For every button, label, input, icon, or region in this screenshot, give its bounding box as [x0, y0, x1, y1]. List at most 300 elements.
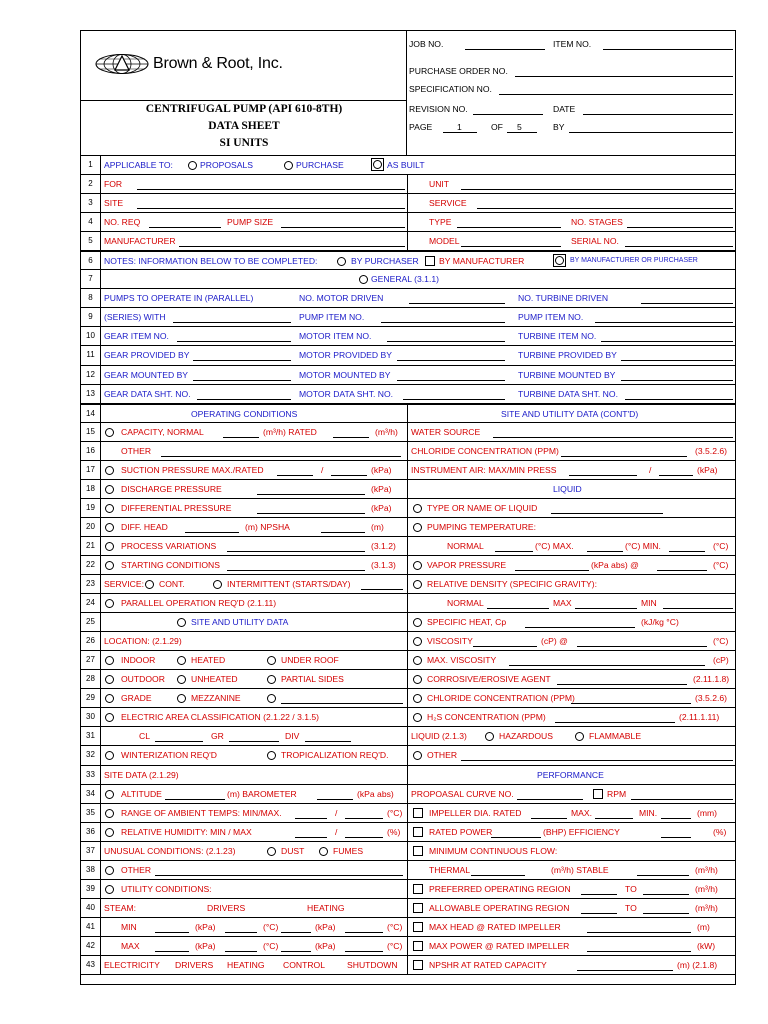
- manufacturer-label: MANUFACTURER: [104, 236, 176, 247]
- column-divider: [407, 746, 408, 764]
- operating-conditions-heading: OPERATING CONDITIONS: [191, 408, 298, 419]
- rated-power-checkbox[interactable]: [413, 827, 423, 837]
- po-no-field[interactable]: [515, 76, 733, 77]
- specific-heat-radio[interactable]: [413, 618, 422, 627]
- row-35: [81, 804, 736, 823]
- column-divider: [407, 556, 408, 574]
- form-rows: [81, 155, 736, 975]
- column-divider: [407, 956, 408, 974]
- by-mfr-or-purchaser-radio[interactable]: [555, 256, 564, 265]
- npshr-field[interactable]: [577, 970, 673, 971]
- item-no-label: ITEM NO.: [553, 39, 592, 49]
- title-line-1: CENTRIFUGAL PUMP (API 610-8TH): [145, 103, 343, 115]
- column-divider: [407, 842, 408, 860]
- line-number: 2: [81, 175, 101, 193]
- group-field[interactable]: [229, 741, 279, 742]
- ambient-temps-radio[interactable]: [105, 809, 114, 818]
- temp-min-field[interactable]: [669, 551, 705, 552]
- preferred-region-label: PREFERRED OPERATING REGION: [429, 883, 571, 894]
- flammable-radio[interactable]: [575, 732, 584, 741]
- turbine-item-field[interactable]: [601, 341, 733, 342]
- row-16: [81, 442, 736, 461]
- unheated-radio[interactable]: [177, 675, 186, 684]
- by-mfr-or-purchaser-checkbox[interactable]: [553, 254, 566, 267]
- steam-max-label: MAX: [121, 940, 140, 951]
- partial-sides-radio[interactable]: [267, 675, 276, 684]
- line-number: 21: [81, 537, 101, 555]
- column-divider: [407, 480, 408, 498]
- instrument-air-label: INSTRUMENT AIR: MAX/MIN PRESS: [411, 464, 557, 475]
- discharge-pressure-field[interactable]: [257, 494, 365, 495]
- dust-radio[interactable]: [267, 847, 276, 856]
- continuous-radio[interactable]: [145, 580, 154, 589]
- density-min-field[interactable]: [663, 608, 733, 609]
- column-divider: [407, 613, 408, 631]
- steam-min-heat-temp-field[interactable]: [345, 932, 383, 933]
- electric-area-radio[interactable]: [105, 713, 114, 722]
- column-divider: [407, 405, 408, 422]
- specific-heat-field[interactable]: [525, 627, 635, 628]
- preferred-region-checkbox[interactable]: [413, 884, 423, 894]
- by-mfr-or-purchaser-label: BY MANUFACTURER OR PURCHASER: [570, 257, 698, 265]
- turbine-pump-item-field[interactable]: [595, 322, 733, 323]
- service-type-label: SERVICE:: [104, 579, 144, 590]
- parallel-operation-radio[interactable]: [105, 599, 114, 608]
- mezzanine-radio[interactable]: [177, 694, 186, 703]
- model-field[interactable]: [461, 246, 561, 247]
- site-label: SITE: [104, 198, 124, 209]
- line-number: 1: [81, 156, 101, 174]
- instrument-air-max-field[interactable]: [569, 475, 637, 476]
- column-divider: [407, 575, 408, 593]
- row-30: [81, 708, 736, 727]
- column-divider: [407, 937, 408, 955]
- suction-pressure-label: SUCTION PRESSURE MAX./RATED: [121, 464, 264, 475]
- no-stages-field[interactable]: [627, 227, 733, 228]
- suction-slash: /: [321, 464, 324, 475]
- steam-max-drv-temp-field[interactable]: [225, 951, 257, 952]
- max-viscosity-field[interactable]: [509, 665, 705, 666]
- allowable-to-field[interactable]: [643, 913, 689, 914]
- liquid-name-field[interactable]: [551, 513, 663, 514]
- for-field[interactable]: [137, 189, 405, 190]
- row-28: [81, 670, 736, 689]
- dust-label: DUST: [281, 845, 305, 856]
- specific-heat-unit: (kJ/kg °C): [641, 617, 679, 628]
- efficiency-unit: (%): [713, 826, 727, 837]
- line-number: 28: [81, 670, 101, 688]
- discharge-pressure-radio[interactable]: [105, 485, 114, 494]
- column-divider: [407, 175, 408, 193]
- line-number: 13: [81, 385, 101, 403]
- column-divider: [407, 194, 408, 212]
- capacity-radio[interactable]: [105, 428, 114, 437]
- viscosity-temp-field[interactable]: [577, 646, 707, 647]
- gear-mounted-field[interactable]: [193, 380, 291, 381]
- diff-head-field[interactable]: [185, 532, 239, 533]
- liquid-other-radio[interactable]: [413, 751, 422, 760]
- outdoor-radio[interactable]: [105, 675, 114, 684]
- relative-density-radio[interactable]: [413, 580, 422, 589]
- viscosity-at: (cP) @: [541, 636, 568, 647]
- altitude-field[interactable]: [165, 799, 225, 800]
- tropicalization-radio[interactable]: [267, 751, 276, 760]
- humidity-max-field[interactable]: [345, 837, 383, 838]
- rpm-checkbox[interactable]: [593, 789, 603, 799]
- steam-min-unit-4: (°C): [387, 921, 403, 932]
- winterization-label: WINTERIZATION REQ'D: [121, 750, 218, 761]
- impeller-unit: (mm): [697, 807, 718, 818]
- steam-min-unit-1: (kPa): [195, 921, 216, 932]
- npshr-unit: (m) (2.1.8): [677, 959, 718, 970]
- allowable-from-field[interactable]: [581, 913, 617, 914]
- thermal-field[interactable]: [471, 875, 525, 876]
- line-number: 6: [81, 252, 101, 269]
- outdoor-label: OUTDOOR: [121, 674, 165, 685]
- motor-item-field[interactable]: [387, 341, 505, 342]
- service-field[interactable]: [477, 208, 733, 209]
- density-normal-field[interactable]: [487, 608, 549, 609]
- for-label: FOR: [104, 179, 123, 190]
- tropicalization-label: TROPICALIZATION REQ'D.: [281, 750, 389, 761]
- no-turbine-driven-field[interactable]: [641, 303, 733, 304]
- viscosity-radio[interactable]: [413, 637, 422, 646]
- h2s-field[interactable]: [555, 722, 675, 723]
- max-power-checkbox[interactable]: [413, 941, 423, 951]
- line-number: 3: [81, 194, 101, 212]
- turbine-mounted-field[interactable]: [621, 380, 733, 381]
- allowable-to-label: TO: [625, 902, 637, 913]
- proposal-curve-field[interactable]: [517, 799, 583, 800]
- differential-pressure-radio[interactable]: [105, 504, 114, 513]
- type-field[interactable]: [457, 227, 561, 228]
- heated-radio[interactable]: [177, 656, 186, 665]
- impeller-max-field[interactable]: [595, 818, 633, 819]
- pump-size-field[interactable]: [281, 227, 405, 228]
- location-other-field[interactable]: [281, 703, 403, 704]
- proposals-label: PROPOSALS: [200, 160, 254, 170]
- vapor-pressure-field[interactable]: [515, 570, 589, 571]
- max-head-checkbox[interactable]: [413, 922, 423, 932]
- ambient-max-field[interactable]: [345, 818, 383, 819]
- steam-max-drv-press-field[interactable]: [155, 951, 189, 952]
- liquid-other-field[interactable]: [461, 760, 733, 761]
- gear-item-label: GEAR ITEM NO.: [104, 331, 169, 342]
- steam-max-unit-4: (°C): [387, 940, 403, 951]
- max-viscosity-radio[interactable]: [413, 656, 422, 665]
- manufacturer-field[interactable]: [179, 246, 405, 247]
- unusual-other-radio[interactable]: [105, 866, 114, 875]
- liquid-chloride-radio[interactable]: [413, 694, 422, 703]
- motor-data-sht-field[interactable]: [403, 399, 505, 400]
- vapor-pressure-radio[interactable]: [413, 561, 422, 570]
- gear-mounted-label: GEAR MOUNTED BY: [104, 369, 189, 380]
- gear-item-field[interactable]: [177, 341, 291, 342]
- column-divider: [407, 766, 408, 784]
- suction-pressure-radio[interactable]: [105, 466, 114, 475]
- max-head-field[interactable]: [587, 932, 691, 933]
- column-divider: [407, 537, 408, 555]
- diff-head-radio[interactable]: [105, 523, 114, 532]
- division-field[interactable]: [305, 741, 351, 742]
- hazardous-radio[interactable]: [485, 732, 494, 741]
- line-number: 32: [81, 746, 101, 764]
- winterization-radio[interactable]: [105, 751, 114, 760]
- applicable-to-label: APPLICABLE TO:: [104, 160, 173, 170]
- steam-min-heat-press-field[interactable]: [281, 932, 311, 933]
- location-label: LOCATION: (2.1.29): [104, 636, 182, 647]
- starting-conditions-field[interactable]: [227, 570, 365, 571]
- differential-pressure-label: DIFFERENTIAL PRESSURE: [121, 502, 232, 513]
- proposals-radio[interactable]: [188, 161, 197, 170]
- chloride-ref: (3.5.2.6): [695, 445, 728, 456]
- starts-per-day-field[interactable]: [361, 589, 403, 590]
- job-no-field[interactable]: [465, 49, 545, 50]
- gear-provided-field[interactable]: [193, 360, 291, 361]
- humidity-min-field[interactable]: [295, 837, 327, 838]
- max-viscosity-label: MAX. VISCOSITY: [427, 655, 497, 666]
- humidity-slash: /: [335, 826, 338, 837]
- line-number: 31: [81, 727, 101, 745]
- steam-min-drv-temp-field[interactable]: [225, 932, 257, 933]
- line-number: 18: [81, 480, 101, 498]
- line-number: 19: [81, 499, 101, 517]
- row-26: [81, 632, 736, 651]
- series-with-field[interactable]: [173, 322, 291, 323]
- line-number: 10: [81, 327, 101, 345]
- row-34: [81, 785, 736, 804]
- preferred-to-field[interactable]: [643, 894, 689, 895]
- motor-data-sht-label: MOTOR DATA SHT. NO.: [299, 388, 394, 399]
- no-req-label: NO. REQ: [104, 217, 141, 228]
- temp-max-field[interactable]: [587, 551, 623, 552]
- ambient-min-field[interactable]: [295, 818, 327, 819]
- rated-power-field[interactable]: [491, 837, 541, 838]
- revision-no-field[interactable]: [473, 114, 543, 115]
- row-13: [81, 385, 736, 404]
- turbine-item-label: TURBINE ITEM NO.: [518, 331, 597, 342]
- differential-pressure-field[interactable]: [257, 513, 365, 514]
- motor-pump-item-field[interactable]: [381, 322, 505, 323]
- general-radio[interactable]: [359, 275, 368, 284]
- no-stages-label: NO. STAGES: [571, 217, 623, 228]
- line-number: 43: [81, 956, 101, 974]
- impeller-dia-checkbox[interactable]: [413, 808, 423, 818]
- corrosive-field[interactable]: [557, 684, 687, 685]
- unit-field[interactable]: [461, 189, 733, 190]
- row-41: [81, 918, 736, 937]
- capacity-rated-field[interactable]: [333, 437, 369, 438]
- by-manufacturer-box[interactable]: [425, 256, 435, 266]
- row-22: [81, 556, 736, 575]
- mezzanine-label: MEZZANINE: [191, 693, 241, 704]
- row-2: [81, 175, 736, 194]
- suction-max-field[interactable]: [277, 475, 313, 476]
- steam-min-label: MIN: [121, 921, 137, 932]
- site-utility-heading: SITE AND UTILITY DATA: [191, 617, 289, 628]
- series-with-label: (SERIES) WITH: [104, 312, 166, 323]
- by-purchaser-radio[interactable]: [337, 257, 346, 266]
- altitude-radio[interactable]: [105, 790, 114, 799]
- max-power-label: MAX POWER @ RATED IMPELLER: [429, 940, 570, 951]
- steam-max-heat-press-field[interactable]: [281, 951, 311, 952]
- npsha-field[interactable]: [321, 532, 365, 533]
- line-number: 5: [81, 232, 101, 250]
- temp-normal-field[interactable]: [495, 551, 533, 552]
- humidity-radio[interactable]: [105, 828, 114, 837]
- row-15: [81, 423, 736, 442]
- barometer-label: (m) BAROMETER: [227, 788, 297, 799]
- no-req-field[interactable]: [149, 227, 221, 228]
- line-number: 14: [81, 405, 101, 422]
- pumps-parallel-label: PUMPS TO OPERATE IN (PARALLEL): [104, 293, 254, 304]
- allowable-unit: (m³/h): [695, 902, 718, 913]
- as-built-checkbox[interactable]: [371, 158, 384, 171]
- elec-heating-label: HEATING: [227, 959, 265, 970]
- intermittent-radio[interactable]: [213, 580, 222, 589]
- steam-max-unit-1: (kPa): [195, 940, 216, 951]
- row-10: [81, 327, 736, 346]
- date-field[interactable]: [583, 114, 733, 115]
- motor-provided-field[interactable]: [397, 360, 505, 361]
- unusual-other-field[interactable]: [155, 875, 403, 876]
- steam-max-unit-3: (kPa): [315, 940, 336, 951]
- column-divider: [407, 861, 408, 879]
- liquid-name-radio[interactable]: [413, 504, 422, 513]
- line-number: 22: [81, 556, 101, 574]
- unusual-other-label: OTHER: [121, 864, 152, 875]
- class-field[interactable]: [155, 741, 203, 742]
- h2s-ref: (2.11.1.11): [679, 712, 720, 723]
- efficiency-label: (BHP) EFFICIENCY: [543, 826, 620, 837]
- row-17: [81, 461, 736, 480]
- under-roof-radio[interactable]: [267, 656, 276, 665]
- turbine-data-sht-field[interactable]: [625, 399, 733, 400]
- by-field[interactable]: [569, 132, 733, 133]
- barometer-field[interactable]: [317, 799, 353, 800]
- chloride-field[interactable]: [561, 456, 687, 457]
- fumes-radio[interactable]: [319, 847, 328, 856]
- suction-unit: (kPa): [371, 464, 392, 475]
- turbine-mounted-label: TURBINE MOUNTED BY: [518, 369, 616, 380]
- notes-label: NOTES: INFORMATION BELOW TO BE COMPLETED:: [104, 256, 318, 267]
- column-divider: [407, 518, 408, 536]
- h2s-radio[interactable]: [413, 713, 422, 722]
- row-11: [81, 346, 736, 365]
- npshr-checkbox[interactable]: [413, 960, 423, 970]
- density-max-field[interactable]: [575, 608, 637, 609]
- impeller-rated-field[interactable]: [531, 818, 567, 819]
- no-turbine-driven-label: NO. TURBINE DRIVEN: [518, 293, 609, 304]
- vapor-temp-unit: (°C): [713, 559, 729, 570]
- purchase-radio[interactable]: [284, 161, 293, 170]
- unit-label: UNIT: [429, 179, 450, 190]
- motor-mounted-field[interactable]: [397, 380, 505, 381]
- steam-min-drv-press-field[interactable]: [155, 932, 189, 933]
- by-purchaser-label: BY PURCHASER: [351, 256, 419, 267]
- site-field[interactable]: [137, 208, 405, 209]
- gear-data-sht-field[interactable]: [197, 399, 291, 400]
- preferred-from-field[interactable]: [581, 894, 617, 895]
- utility-conditions-radio[interactable]: [105, 885, 114, 894]
- line-number: 9: [81, 308, 101, 326]
- process-variations-field[interactable]: [227, 551, 365, 552]
- diff-head-label: DIFF. HEAD: [121, 521, 168, 532]
- viscosity-field[interactable]: [473, 646, 537, 647]
- indoor-radio[interactable]: [105, 656, 114, 665]
- pumping-temp-radio[interactable]: [413, 523, 422, 532]
- impeller-min-label: MIN.: [639, 807, 658, 818]
- discharge-unit: (kPa): [371, 483, 392, 494]
- site-utility-radio[interactable]: [177, 618, 186, 627]
- corrosive-radio[interactable]: [413, 675, 422, 684]
- min-flow-checkbox[interactable]: [413, 846, 423, 856]
- starting-conditions-radio[interactable]: [105, 561, 114, 570]
- efficiency-field[interactable]: [661, 837, 691, 838]
- by-manufacturer-label: BY MANUFACTURER: [439, 256, 525, 267]
- instrument-air-min-field[interactable]: [659, 475, 693, 476]
- grade-radio[interactable]: [105, 694, 114, 703]
- hazardous-label: HAZARDOUS: [499, 731, 553, 742]
- specific-heat-label: SPECIFIC HEAT, Cp: [427, 617, 507, 628]
- pumping-temp-label: PUMPING TEMPERATURE:: [427, 521, 537, 532]
- column-divider: [407, 804, 408, 822]
- location-other-radio[interactable]: [267, 694, 276, 703]
- serial-no-label: SERIAL NO.: [571, 236, 619, 247]
- capacity-other-field[interactable]: [161, 456, 401, 457]
- row-37: [81, 842, 736, 861]
- vapor-temp-field[interactable]: [657, 570, 707, 571]
- impeller-min-field[interactable]: [661, 818, 691, 819]
- capacity-normal-field[interactable]: [223, 437, 259, 438]
- row-14: [81, 404, 736, 423]
- type-label: TYPE: [429, 217, 452, 228]
- density-min-label: MIN: [641, 598, 657, 609]
- vapor-pressure-label: VAPOR PRESSURE: [427, 559, 507, 570]
- line-number: 11: [81, 346, 101, 364]
- steam-max-heat-temp-field[interactable]: [345, 951, 383, 952]
- intermittent-label: INTERMITTENT (STARTS/DAY): [227, 579, 351, 590]
- rpm-field[interactable]: [631, 799, 733, 800]
- process-variations-radio[interactable]: [105, 542, 114, 551]
- water-source-field[interactable]: [493, 437, 733, 438]
- turbine-provided-field[interactable]: [621, 360, 733, 361]
- chloride-label: CHLORIDE CONCENTRATION (PPM): [411, 445, 559, 456]
- electric-area-label: ELECTRIC AREA CLASSIFICATION (2.1.22 / 3.1.5): [121, 712, 320, 723]
- max-head-unit: (m): [697, 921, 710, 932]
- class-label: CL: [139, 731, 150, 742]
- fumes-label: FUMES: [333, 845, 364, 856]
- as-built-radio[interactable]: [373, 160, 382, 169]
- max-power-field[interactable]: [587, 951, 691, 952]
- starting-conditions-ref: (3.1.3): [371, 559, 396, 570]
- company-logo: [95, 53, 283, 75]
- suction-rated-field[interactable]: [331, 475, 367, 476]
- stable-field[interactable]: [637, 875, 689, 876]
- ambient-unit: (°C): [387, 807, 403, 818]
- turbine-data-sht-label: TURBINE DATA SHT. NO.: [518, 388, 618, 399]
- spec-no-field[interactable]: [499, 94, 733, 95]
- item-no-field[interactable]: [603, 49, 733, 50]
- continuous-label: CONT.: [159, 579, 185, 590]
- no-motor-driven-field[interactable]: [409, 303, 505, 304]
- allowable-region-label: ALLOWABLE OPERATING REGION: [429, 902, 570, 913]
- row-39: [81, 880, 736, 899]
- under-roof-label: UNDER ROOF: [281, 655, 339, 666]
- allowable-region-checkbox[interactable]: [413, 903, 423, 913]
- liquid-chloride-field[interactable]: [571, 703, 691, 704]
- serial-no-field[interactable]: [625, 246, 733, 247]
